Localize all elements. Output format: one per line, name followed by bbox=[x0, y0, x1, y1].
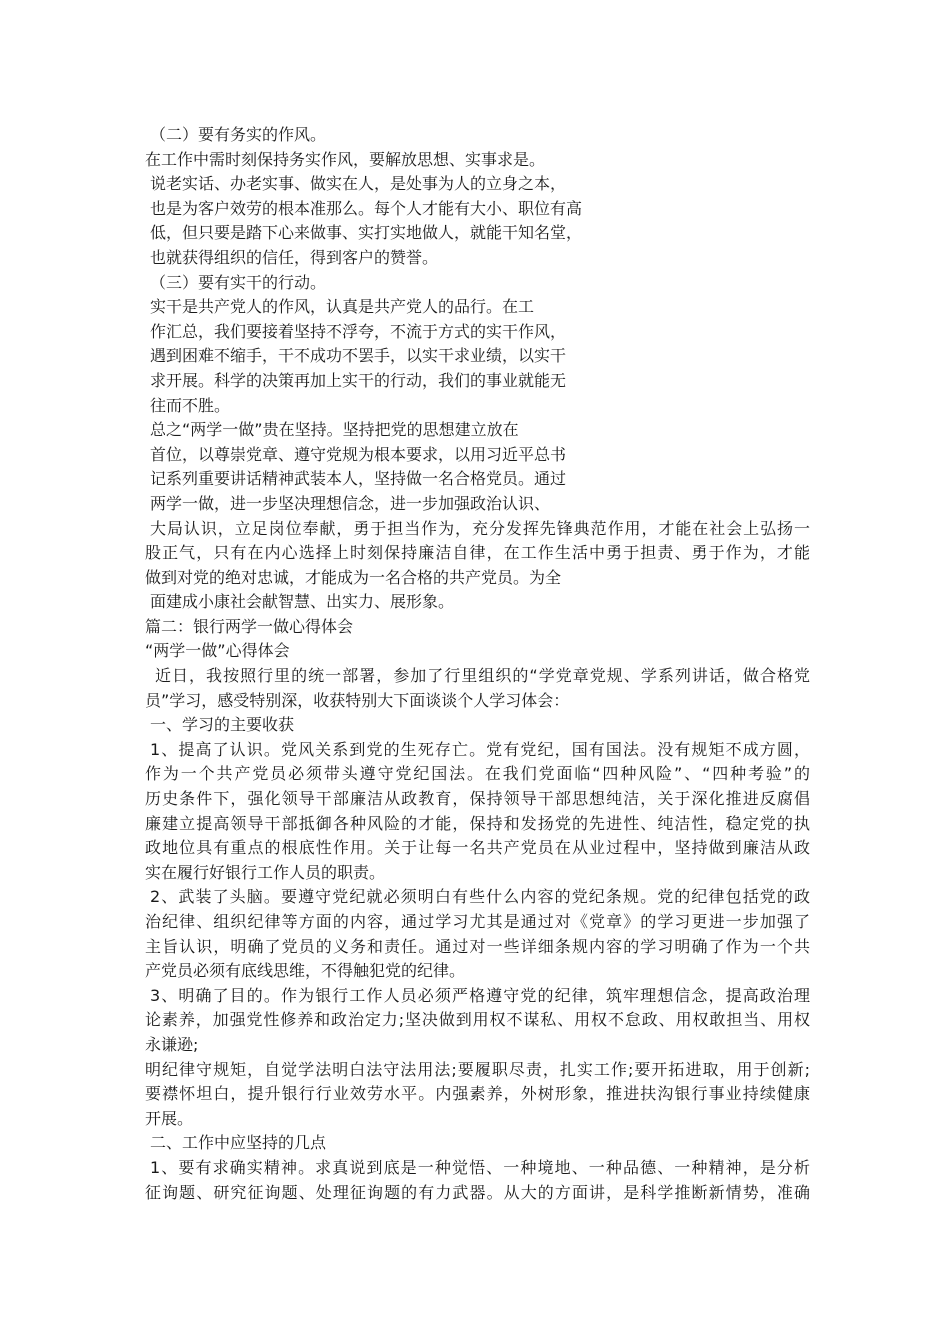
text-line: 两学一做，进一步坚决理想信念，进一步加强政治认识、 bbox=[150, 493, 551, 513]
text-line: 在工作中需时刻保持务实作风，要解放思想、实事求是。 bbox=[145, 149, 546, 169]
text-line: 明纪律守规矩，自觉学法明白法守法用法;要履职尽责，扎实工作;要开拓进取，用于创新; bbox=[145, 1059, 810, 1079]
text-line: “两学一做”心得体会 bbox=[145, 641, 290, 661]
text-line: 实在履行好银行工作人员的职责。 bbox=[145, 862, 386, 882]
text-line: 说老实话、办老实事、做实在人，是处事为人的立身之本， bbox=[150, 174, 567, 194]
text-line: 求开展。科学的决策再加上实干的行动，我们的事业就能无 bbox=[150, 370, 567, 390]
text-line: 往而不胜。 bbox=[150, 395, 231, 415]
text-line: 作汇总，我们要接着坚持不浮夸，不流于方式的实干作风， bbox=[150, 321, 567, 341]
text-line: （二）要有务实的作风。 bbox=[150, 125, 327, 144]
text-line: 低，但只要是踏下心来做事、实打实地做人，就能干知名堂， bbox=[150, 223, 583, 243]
text-line: 论素养，加强党性修养和政治定力;坚决做到用权不谋私、用权不怠政、用权敢担当、用权 bbox=[145, 1010, 810, 1030]
text-line: 篇二：银行两学一做心得体会 bbox=[145, 616, 354, 636]
text-line: 永谦逊; bbox=[145, 1034, 199, 1054]
text-line: 员”学习，感受特别深，收获特别大下面谈谈个人学习体会： bbox=[145, 690, 570, 710]
text-line: 近日，我按照行里的统一部署，参加了行里组织的“学党章党规、学系列讲话，做合格党 bbox=[155, 666, 810, 686]
text-line: 开展。 bbox=[145, 1108, 194, 1128]
text-line: 总之“两学一做”贵在坚持。坚持把党的思想建立放在 bbox=[150, 420, 519, 440]
text-line: 面建成小康社会献智慧、出实力、展形象。 bbox=[150, 592, 455, 612]
text-line: 实干是共产党人的作风，认真是共产党人的品行。在工 bbox=[150, 297, 535, 317]
text-line: 作为一个共产党员必须带头遵守党纪国法。在我们党面临“四种风险”、“四种考验”的 bbox=[145, 764, 810, 784]
text-line: （三）要有实干的行动。 bbox=[150, 272, 327, 292]
text-line: 1、提高了认识。党风关系到党的生死存亡。党有党纪，国有国法。没有规矩不成方圆， bbox=[150, 739, 810, 759]
text-line: 廉建立提高领导干部抵御各种风险的才能，保持和发扬党的先进性、纯洁性，稳定党的执 bbox=[145, 813, 810, 833]
text-line: 股正气，只有在内心选择上时刻保持廉洁自律，在工作生活中勇于担责、勇于作为，才能 bbox=[145, 543, 810, 563]
text-line: 3、明确了目的。作为银行工作人员必须严格遵守党的纪律，筑牢理想信念，提高政治理 bbox=[150, 985, 810, 1005]
text-line: 也就获得组织的信任，得到客户的赞誉。 bbox=[150, 247, 439, 267]
text-line: 也是为客户效劳的根本准那么。每个人才能有大小、职位有高 bbox=[150, 198, 583, 218]
text-line: 治纪律、组织纪律等方面的内容，通过学习尤其是通过对《党章》的学习更进一步加强了 bbox=[145, 912, 810, 931]
text-line: 二、工作中应坚持的几点 bbox=[150, 1133, 327, 1153]
text-line: 一、学习的主要收获 bbox=[150, 715, 295, 735]
text-line: 产党员必须有底线思维，不得触犯党的纪律。 bbox=[145, 961, 466, 981]
text-line: 征询题、研究征询题、处理征询题的有力武器。从大的方面讲，是科学推断新情势，准确 bbox=[145, 1182, 810, 1202]
text-line: 记系列重要讲话精神武装本人，坚持做一名合格党员。通过 bbox=[150, 469, 567, 489]
text-line: 1、要有求确实精神。求真说到底是一种觉悟、一种境地、一种品德、一种精神，是分析 bbox=[150, 1157, 810, 1177]
text-line: 主旨认识，明确了党员的义务和责任。通过对一些详细条规内容的学习明确了作为一个共 bbox=[145, 936, 810, 956]
text-line: 政地位具有重点的根底性作用。关于让每一名共产党员在从业过程中，坚持做到廉洁从政 bbox=[145, 838, 810, 858]
text-line: 2、武装了头脑。要遵守党纪就必须明白有些什么内容的党纪条规。党的纪律包括党的政 bbox=[150, 887, 810, 907]
text-line: 遇到困难不缩手，干不成功不罢手，以实干求业绩，以实干 bbox=[150, 346, 567, 366]
text-line: 历史条件下，强化领导干部廉洁从政教育，保持领导干部思想纯洁，关于深化推进反腐倡 bbox=[145, 789, 810, 809]
text-line: 首位，以尊崇党章、遵守党规为根本要求，以用习近平总书 bbox=[150, 444, 567, 464]
text-line: 大局认识，立足岗位奉献，勇于担当作为，充分发挥先锋典范作用，才能在社会上弘扬一 bbox=[150, 518, 810, 538]
text-line: 要襟怀坦白，提升银行行业效劳水平。内强素养，外树形象，推进扶沟银行事业持续健康 bbox=[145, 1084, 810, 1104]
document-body bbox=[145, 123, 810, 1205]
text-line: 做到对党的绝对忠诚，才能成为一名合格的共产党员。为全 bbox=[145, 567, 562, 587]
